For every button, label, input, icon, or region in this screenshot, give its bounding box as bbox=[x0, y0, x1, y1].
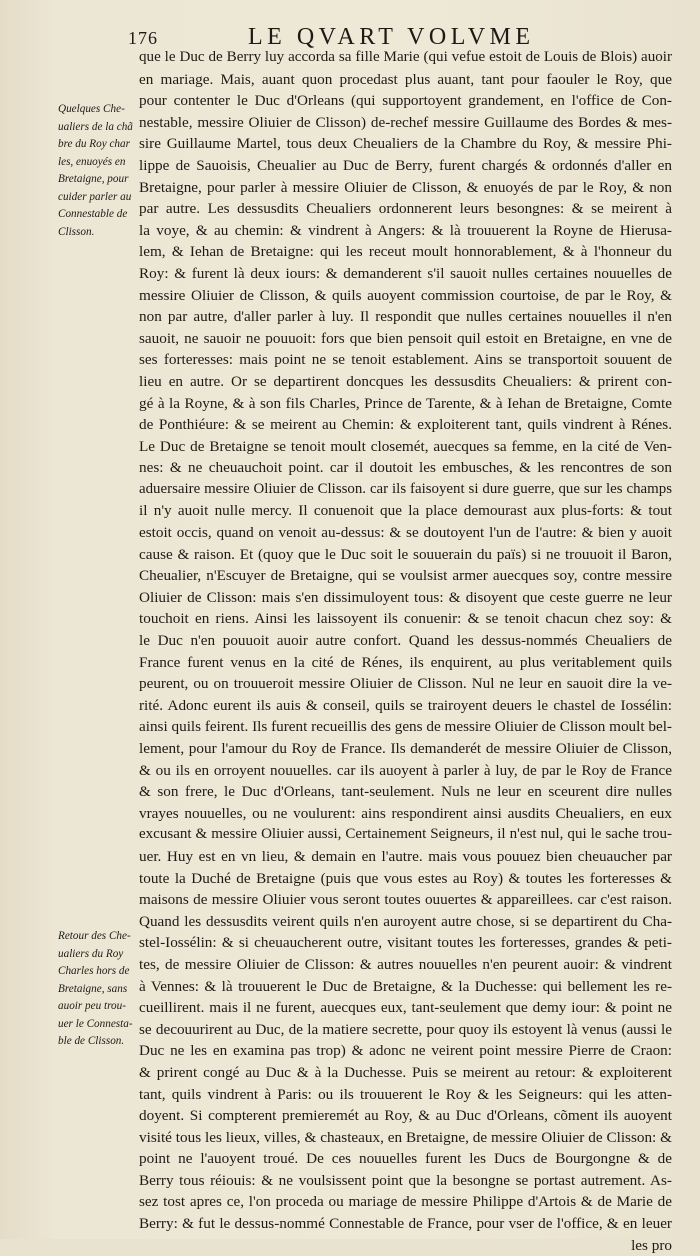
text-line: sez tost apres ce, l'on proceda ou mariage de messire Philippe d'Artois & de Marie de bbox=[139, 1193, 672, 1211]
text-line: Berry tous réiouis: & ne voulsissent point que la besongne se portast autrement. As- bbox=[139, 1171, 672, 1189]
text-line: non par autre, d'aller parler à luy. Il respondit que nulles certaines nouuelles il n'en bbox=[139, 308, 672, 326]
margin-note: Retour des Che- ualiers du Roy Charles hors de Bretaigne, sans auoir peu trou- uer le Connesta- ble de Clisson. bbox=[58, 930, 133, 1047]
page-number: 176 bbox=[128, 28, 158, 48]
text-line: & prirent congé au Duc & à la Duchesse. Puis se meirent au retour: & exploiterent bbox=[139, 1063, 672, 1081]
text-line: tes, de messire Oliuier de Clisson: & autres nouuelles n'en peurent auoir: & vindrent bbox=[139, 955, 672, 973]
text-line: sire Guillaume Martel, tous deux Cheualiers de la Chambre du Roy, & messire Phi- bbox=[139, 135, 672, 153]
text-line: touchoit en riens. Ainsi les laissoyent ils conuenir: & se tenoit chacun chez soy: & bbox=[139, 610, 672, 628]
text-line: Quand les dessusdits veirent quils n'en auroyent autre chose, si se departirent du Cha- bbox=[139, 912, 672, 930]
text-line: messire Oliuier de Clisson, & quils auoyent commission courtoise, de par le Roy, & bbox=[139, 286, 672, 304]
text-line: aduersaire messire Oliuier de Clisson. car ils faisoyent si dure guerre, que sur les champs bbox=[139, 480, 672, 497]
catchword: les pro bbox=[631, 1236, 672, 1254]
text-line: lippe de Sauoisis, Cheualier au Duc de Berry, furent chargés & ordonnés d'aller en bbox=[139, 156, 672, 174]
text-line: stel-Iossélin: & si cheuaucherent outre, visitant toutes les forteresses, grandes & peti- bbox=[139, 934, 672, 952]
text-line: gé à la Royne, & à son fils Charles, Prince de Tarente, & à Iehan de Bretaigne, Comte bbox=[139, 394, 672, 412]
text-line: ses forteresses: mais point ne se tenoit establement. Ains se transportoit souuent de bbox=[139, 351, 672, 369]
text-line: cause & raison. Et (quoy que le Duc soit le souuerain du païs) si ne trouuoit il Baron, bbox=[139, 545, 672, 563]
text-line: Le Duc de Bretaigne se tenoit moult closemét, auecques sa femme, en la cité de Ven- bbox=[139, 437, 672, 455]
text-line: la voye, & au chemin: & vindrent à Angers: & là trouuerent la Royne de Hierusa- bbox=[139, 221, 672, 239]
text-line: vrayes nouuelles, ou ne voulurent: ains respondirent ainsi ausdits Cheualiers, en eux bbox=[139, 804, 672, 822]
text-line: que le Duc de Berry luy accorda sa fille Marie (qui vefue estoit de Louis de Blois) auoir bbox=[139, 49, 672, 65]
text-line: cueillirent. mais il ne furent, auecques eux, tant-seulement que demy iour: & point ne bbox=[139, 999, 672, 1017]
text-line: il n'y auoit nulle mercy. Il conuenoit que la place demourast aux plus-forts: & tout bbox=[139, 502, 672, 520]
text-line: Roy: & furent là deux iours: & demanderent s'il sauoit nulles certaines nouuelles de bbox=[139, 264, 672, 282]
text-line: Bretaigne, pour parler à messire Oliuier de Clisson, & enuoyés de par le Roy, & non bbox=[139, 178, 672, 196]
text-line: toute la Duché de Bretaigne (puis que vous estes au Roy) & toutes les forteresses & bbox=[139, 869, 672, 887]
main-text-block bbox=[139, 47, 672, 1256]
margin-note: Quelques Che- ualiers de la chã bre du Roy char les, enuoyés en Bretaigne, pour cuider parler au Connestable de Clisson. bbox=[58, 103, 133, 238]
running-title: LE QVART VOLVME bbox=[248, 24, 535, 50]
text-line: à Vennes: & là trouuerent le Duc de Bretaigne, & la Duchesse: qui bellement les re- bbox=[139, 977, 672, 995]
text-line: Duc ne les en examina pas trop) & adonc ne veirent point messire Pierre de Craon: bbox=[139, 1042, 672, 1060]
text-line: France furent venus en la cité de Rénes, ils enquirent, au plus veritablement quils bbox=[139, 653, 672, 671]
text-line: nes: & ne cheuauchoit point. car il doutoit les embusches, & les rencontres de son bbox=[139, 459, 672, 477]
text-line: Berry: & fut le dessus-nommé Connestable de France, pour vser de l'office, & en leuer bbox=[139, 1215, 672, 1233]
text-line: & ou ils en orroyent nouuelles. car ils auoyent à parler à luy, de par le Roy de France bbox=[139, 761, 672, 779]
text-line: sauoit, ne sauoir ne pouuoit: fors que bien pensoit quil estoit en Bretaigne, en vne de bbox=[139, 329, 672, 347]
text-line: nestable, messire Oliuier de Clisson) de-rechef messire Guillaume des Bordes & mes- bbox=[139, 113, 672, 131]
text-line: se decouurirent au Duc, de la matiere secrette, pour quoy ils estoyent là venus (aussi le bbox=[139, 1020, 672, 1038]
text-line: peurent, ou on trouueroit messire Oliuier de Clisson. Nul ne leur en sauoit dire la ve- bbox=[139, 675, 672, 693]
text-line: maisons de messire Oliuier vous seront toutes ouuertes & appareillees. car c'est raison. bbox=[139, 891, 672, 909]
text-line: lem, & Iehan de Bretaigne: qui les receut moult honnorablement, & à l'honneur du bbox=[139, 243, 672, 261]
text-line: excusant & messire Oliuier aussi, Certainement Seigneurs, il n'est nul, qui le sache trou- bbox=[139, 826, 672, 843]
text-line: Cheualier, n'Escuyer de Bretaigne, qui se voulsist armer auecques soy, contre messire bbox=[139, 567, 672, 585]
text-line: doyent. Si compterent premieremét au Roy, & au Duc d'Orleans, cõment ils auoyent bbox=[139, 1107, 672, 1125]
text-line: ainsi quils feirent. Ils furent recueillis des gens de messire Oliuier de Clisson moult bel- bbox=[139, 718, 672, 736]
text-line: pour contenter le Duc d'Orleans (qui supportoyent grandement, en l'office de Con- bbox=[139, 92, 672, 110]
text-line: visité tous les lieux, villes, & chasteaux, en Bretaigne, de messire Oliuier de Clisson: & bbox=[139, 1128, 672, 1146]
text-line: uer. Huy est en vn lieu, & demain en l'autre. mais vous pouuez bien cheuaucher par bbox=[139, 847, 672, 865]
text-line: & son frere, le Duc d'Orleans, tant-seulement. Nuls ne leur en sceurent dire nulles bbox=[139, 783, 672, 801]
text-line: estoit occis, quand on venoit au-dessus: & se doutoyent l'un de l'autre: & bien y auoit bbox=[139, 524, 672, 542]
text-line: Oliuier de Clisson: mais s'en dissimuloyent tous: & disoyent que ceste guerre ne leur bbox=[139, 588, 672, 606]
text-line: lieu en autre. Or se departirent doncques les dessusdits Cheualiers: & prirent con- bbox=[139, 372, 672, 390]
text-line: par autre. Les dessusdits Cheualiers ordonnerent leurs besongnes: & se meirent à bbox=[139, 200, 672, 218]
text-line: rité. Adonc eurent ils auis & conseil, quils se trairoyent deuers le chastel de Iossélin: bbox=[139, 696, 672, 714]
text-line: point ne l'auoyent troué. De ces nouuelles furent les Ducs de Bourgongne & de bbox=[139, 1150, 672, 1168]
text-line: tant, quils vindrent à Paris: ou ils trouuerent le Roy & les Seigneurs: qui les atten- bbox=[139, 1085, 672, 1103]
text-line: en mariage. Mais, auant quon procedast plus auant, tant pour faouler le Roy, que bbox=[139, 70, 672, 88]
text-line: de Ponthiéure: & se meirent au Chemin: & exploiterent tant, quils vindrent à Rénes. bbox=[139, 416, 672, 434]
text-line: lement, pour l'amour du Roy de France. Ils demanderét de messire Oliuier de Clisson, bbox=[139, 740, 672, 757]
text-line: le Duc n'en pouuoit auoir autre confort. Quand les dessus-nommés Cheualiers de bbox=[139, 632, 672, 650]
